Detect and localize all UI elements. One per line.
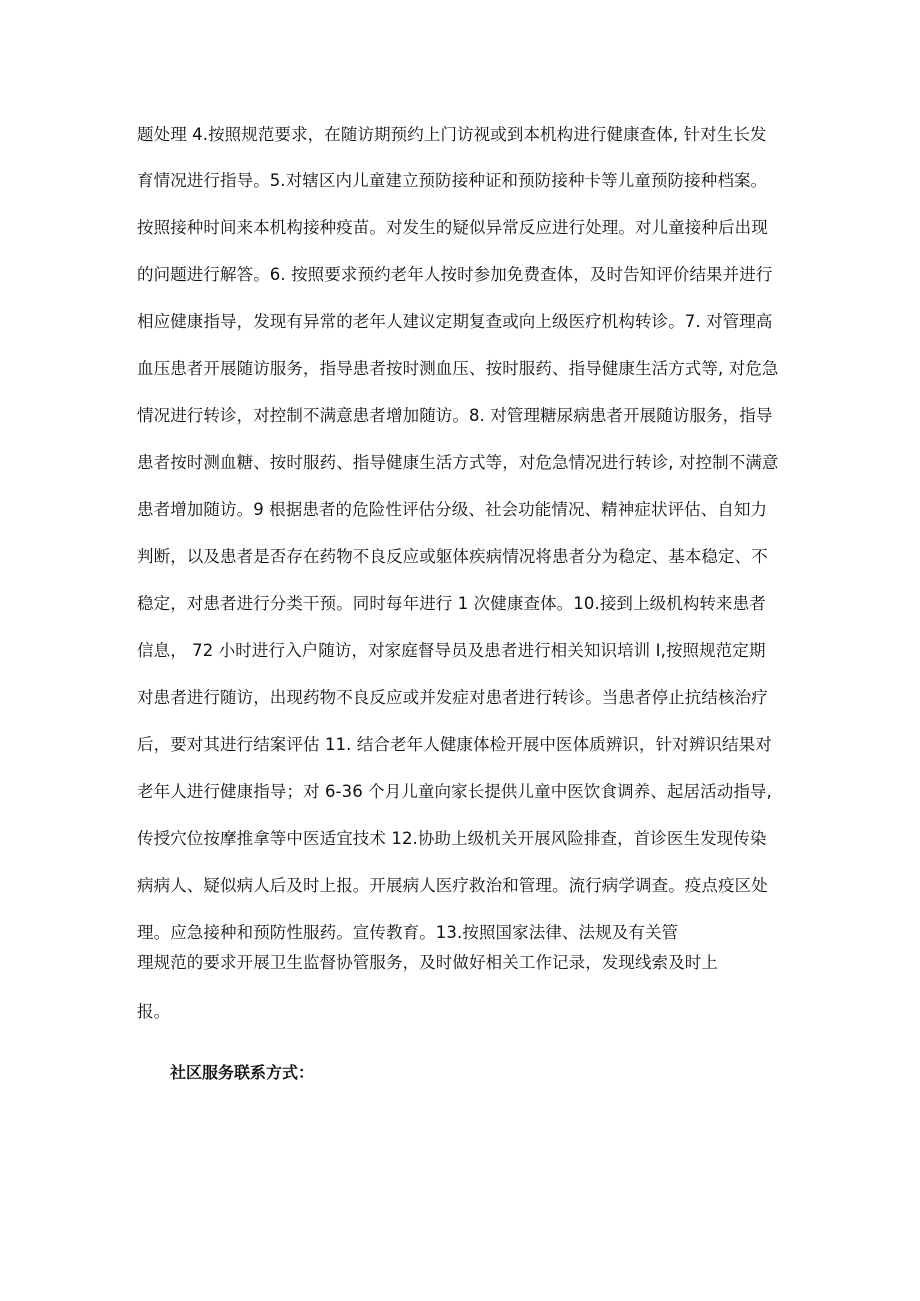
paragraph-line: 情况进行转诊，对控制不满意患者增加随访。8. 对管理糖尿病患者开展随访服务，指导	[137, 406, 773, 425]
paragraph-line: 稳定，对患者进行分类干预。同时每年进行 1 次健康查体。10.接到上级机构转来患者	[137, 594, 766, 613]
section-heading-contact: 社区服务联系方式：	[170, 1063, 315, 1082]
paragraph-line: 育情况进行指导。5.对辖区内儿童建立预防接种证和预防接种卡等儿童预防接种档案。	[137, 171, 768, 190]
paragraph-line: 信息， 72 小时进行入户随访，对家庭督导员及患者进行相关知识培训 I,按照规范定期	[137, 641, 766, 660]
paragraph-line: 老年人进行健康指导；对 6-36 个月儿童向家长提供儿童中医饮食调养、起居活动指导,	[137, 782, 772, 801]
paragraph-line: 传授穴位按摩推拿等中医适宜技术 12.协助上级机关开展风险排查，首诊医生发现传染	[137, 829, 767, 848]
paragraph-line: 理。应急接种和预防性服药。宣传教育。13.按照国家法律、法规及有关管	[137, 923, 679, 942]
paragraph-line: 相应健康指导，发现有异常的老年人建议定期复查或向上级医疗机构转诊。7. 对管理高	[137, 312, 773, 331]
paragraph-line: 报。	[137, 1002, 171, 1021]
paragraph-line: 题处理 4.按照规范要求，在随访期预约上门访视或到本机构进行健康查体, 针对生长发	[137, 125, 767, 144]
paragraph-line: 后，要对其进行结案评估 11. 结合老年人健康体检开展中医体质辨识，针对辨识结果对	[137, 735, 772, 754]
paragraph-line: 按照接种时间来本机构接种疫苗。对发生的疑似异常反应进行处理。对儿童接种后出现	[137, 218, 768, 237]
paragraph-line: 患者增加随访。9 根据患者的危险性评估分级、社会功能情况、精神症状评估、自知力	[137, 500, 768, 519]
paragraph-line: 判断，以及患者是否存在药物不良反应或躯体疾病情况将患者分为稳定、基本稳定、不	[137, 547, 768, 566]
paragraph-line: 患者按时测血糖、按时服药、指导健康生活方式等，对危急情况进行转诊, 对控制不满意	[137, 453, 779, 472]
paragraph-line: 病病人、疑似病人后及时上报。开展病人医疗救治和管理。流行病学调查。疫点疫区处	[137, 876, 768, 895]
paragraph-line: 理规范的要求开展卫生监督协管服务，及时做好相关工作记录，发现线索及时上	[137, 953, 718, 972]
paragraph-line: 对患者进行随访，出现药物不良反应或并发症对患者进行转诊。当患者停止抗结核治疗	[137, 688, 768, 707]
paragraph-line: 的问题进行解答。6. 按照要求预约老年人按时参加免费查体，及时告知评价结果并进行	[137, 265, 773, 284]
paragraph-line: 血压患者开展随访服务，指导患者按时测血压、按时服药、指导健康生活方式等, 对危急	[137, 359, 779, 378]
